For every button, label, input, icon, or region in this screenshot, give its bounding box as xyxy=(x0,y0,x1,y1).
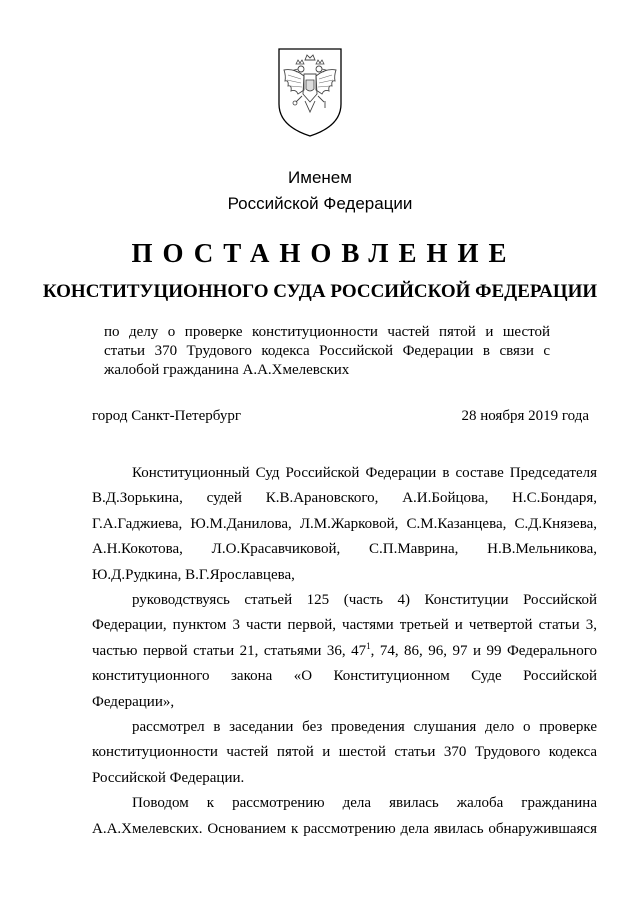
name-line-2: Российской Федерации xyxy=(227,194,413,213)
body-line: Федерации», xyxy=(92,693,175,710)
subject-line: по делу о проверке конституционности частей пятой и шестой xyxy=(104,324,550,340)
document-title: ПОСТАНОВЛЕНИЕ xyxy=(131,238,517,268)
document-subtitle: КОНСТИТУЦИОННОГО СУДА РОССИЙСКОЙ ФЕДЕРАЦИИ xyxy=(42,281,598,302)
subject-line: статьи 370 Трудового кодекса Российской Федерации в связи с xyxy=(104,343,550,359)
body-line-with-superscript xyxy=(92,639,597,664)
body-line: руководствуясь статьей 125 (часть 4) Конституции Российской xyxy=(132,592,597,609)
body-line: В.Д.Зорькина, судей К.В.Арановского, А.И.Бойцова, Н.С.Бондаря, xyxy=(92,490,597,507)
body-line: рассмотрел в заседании без проведения слушания дело о проверке xyxy=(132,719,597,736)
body-line: Конституционный Суд Российской Федерации в составе Председателя xyxy=(132,465,597,481)
subject-line: жалобой гражданина А.А.Хмелевских xyxy=(104,362,350,378)
body-text: , 74, 86, 96, 97 и 99 Федерального xyxy=(370,642,597,659)
body-line: конституционного закона «О Конституционном Суде Российской xyxy=(92,668,597,685)
body-line: А.А.Хмелевских. Основанием к рассмотрению дела явилась обнаружившаяся xyxy=(92,820,597,837)
place: город Санкт-Петербург xyxy=(92,408,241,424)
body-line: А.Н.Кокотова, Л.О.Красавчиковой, С.П.Маврина, Н.В.Мельникова, xyxy=(92,541,597,558)
document-body xyxy=(92,461,597,842)
body-line: Федерации, пунктом 3 части первой, частями третьей и четвертой статьи 3, xyxy=(92,617,597,634)
body-line: Г.А.Гаджиева, Ю.М.Данилова, Л.М.Жарковой, С.М.Казанцева, С.Д.Князева, xyxy=(92,515,597,532)
document-date: 28 ноября 2019 года xyxy=(461,408,589,424)
case-subject xyxy=(104,323,550,380)
body-line: конституционности частей пятой и шестой статьи 370 Трудового кодекса xyxy=(92,744,597,761)
body-line: Поводом к рассмотрению дела явилась жалоба гражданина xyxy=(132,795,597,812)
body-line: Ю.Д.Рудкина, В.Г.Ярославцева, xyxy=(92,566,295,583)
coat-of-arms-icon xyxy=(276,46,344,138)
article-superscript: 1 xyxy=(366,640,371,651)
body-line: Российской Федерации. xyxy=(92,769,245,786)
name-line-1: Именем xyxy=(288,168,352,187)
body-text: частью первой статьи 21, статьями 36, 47 xyxy=(92,642,367,659)
